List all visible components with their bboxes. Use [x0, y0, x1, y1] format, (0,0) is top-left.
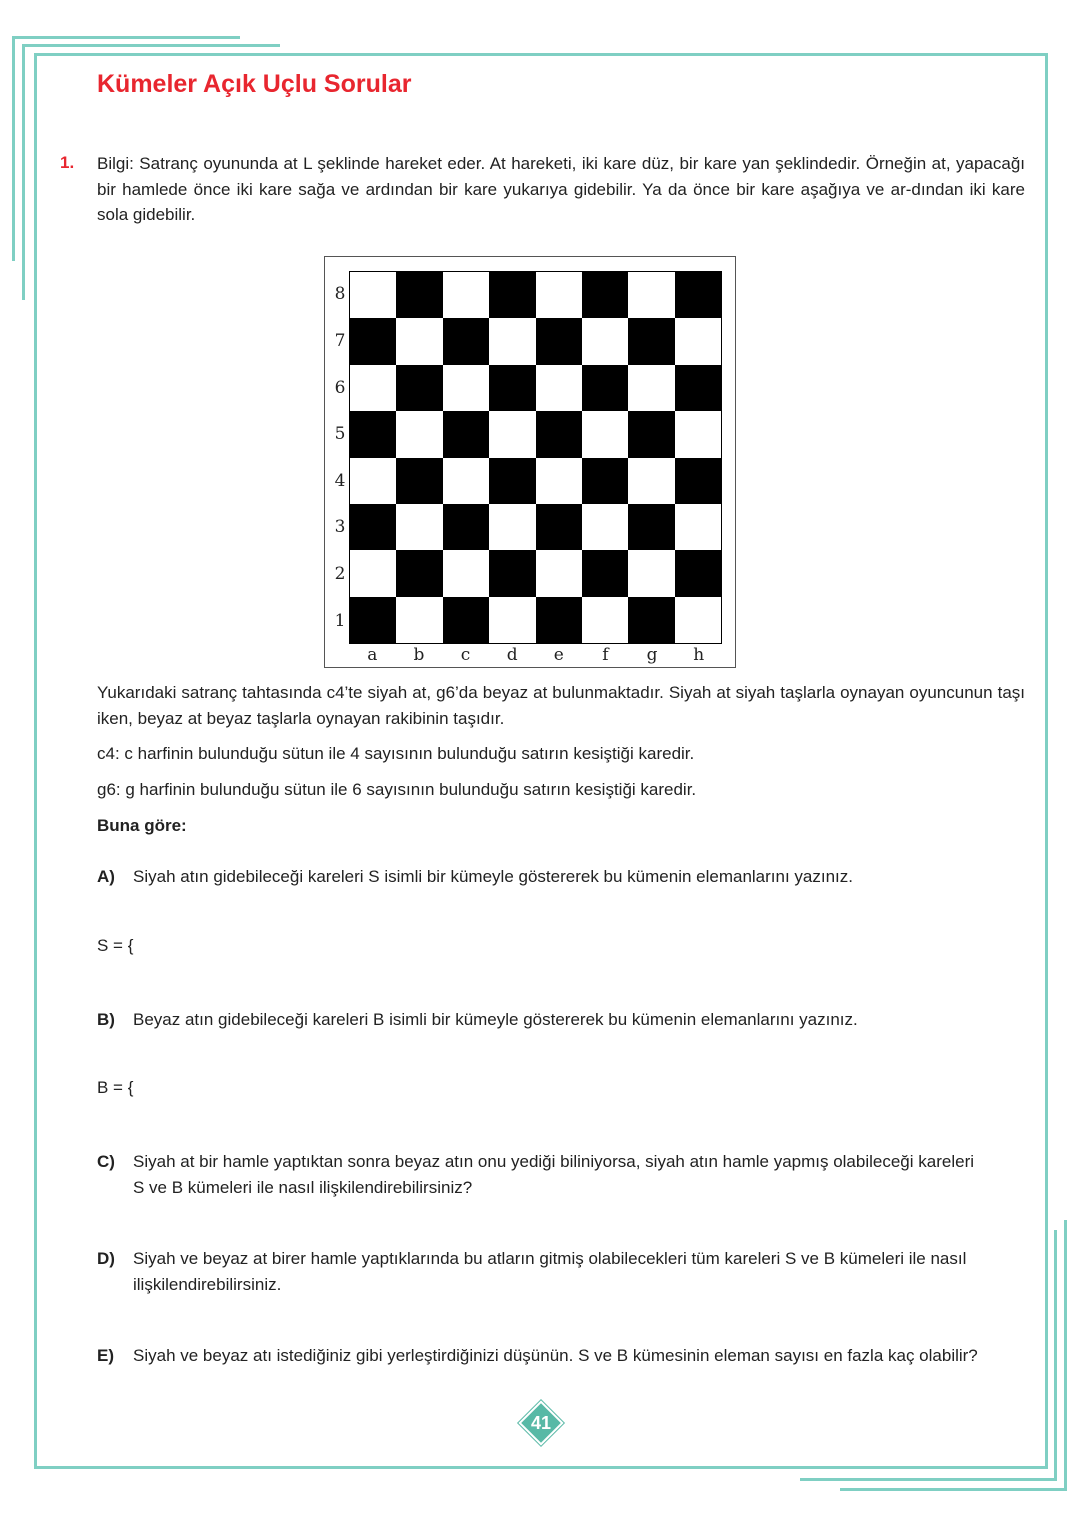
frame-line — [1054, 1230, 1057, 1481]
board-square-d3 — [489, 504, 535, 550]
board-square-f1 — [582, 597, 628, 643]
frame-line — [1045, 53, 1048, 1469]
board-square-a4 — [350, 458, 396, 504]
board-square-a2 — [350, 550, 396, 596]
board-square-c6 — [443, 365, 489, 411]
part-b-text: Beyaz atın gidebileceği kareleri B isimli bir kümeyle göstererek bu kümenin elemanlarını yazınız. — [133, 1010, 858, 1029]
board-square-h5 — [675, 411, 721, 457]
board-square-d4 — [489, 458, 535, 504]
board-square-b6 — [396, 365, 442, 411]
page-number: 41 — [530, 1412, 552, 1433]
answer-b: B = { — [97, 1078, 134, 1097]
board-square-g3 — [628, 504, 674, 550]
board-square-c7 — [443, 318, 489, 364]
part-a — [97, 864, 1025, 890]
board-square-g6 — [628, 365, 674, 411]
frame-line — [1064, 1220, 1067, 1491]
board-square-a7 — [350, 318, 396, 364]
board-square-c8 — [443, 272, 489, 318]
board-square-e3 — [536, 504, 582, 550]
answer-s: S = { — [97, 936, 134, 955]
board-square-c2 — [443, 550, 489, 596]
board-square-c5 — [443, 411, 489, 457]
part-b-letter: B) — [97, 1010, 115, 1029]
board-square-g7 — [628, 318, 674, 364]
board-description: Yukarıdaki satranç tahtasında c4’te siyah at, g6’da beyaz at bulunmaktadır. Siyah at siyah taşlarla oynayan oyuncunun taşı iken, beyaz at beyaz taşlarla oynayan rakibinin taşıdır. — [97, 683, 1025, 728]
file-label: c — [460, 645, 471, 665]
rank-labels — [332, 271, 348, 644]
board-square-h6 — [675, 365, 721, 411]
board-square-e1 — [536, 597, 582, 643]
board-square-b8 — [396, 272, 442, 318]
board-square-h8 — [675, 272, 721, 318]
part-a-letter: A) — [97, 867, 115, 886]
board-square-f7 — [582, 318, 628, 364]
board-square-b4 — [396, 458, 442, 504]
file-label: a — [367, 645, 378, 665]
board-square-d5 — [489, 411, 535, 457]
board-square-b3 — [396, 504, 442, 550]
frame-line — [800, 1478, 1057, 1481]
board-square-d8 — [489, 272, 535, 318]
frame-line — [12, 36, 15, 261]
file-label: h — [693, 645, 705, 665]
frame-line — [22, 44, 280, 47]
board-square-f6 — [582, 365, 628, 411]
board-square-a3 — [350, 504, 396, 550]
rank-label: 5 — [334, 424, 346, 445]
board-square-e2 — [536, 550, 582, 596]
part-d — [97, 1246, 1025, 1297]
part-d-text-cont: ilişkilendirebilirsiniz. — [133, 1274, 282, 1294]
board-square-e6 — [536, 365, 582, 411]
frame-line — [22, 44, 25, 300]
rank-label: 4 — [334, 470, 346, 491]
part-b — [97, 1007, 1025, 1033]
board-square-e4 — [536, 458, 582, 504]
board-square-h4 — [675, 458, 721, 504]
board-square-h2 — [675, 550, 721, 596]
definition-g6: g6: g harfinin bulunduğu sütun ile 6 sayısının bulunduğu satırın kesiştiği karedir. — [97, 780, 697, 799]
chess-board-figure — [324, 256, 736, 668]
part-d-letter: D) — [97, 1249, 115, 1268]
part-d-text: Siyah ve beyaz at birer hamle yaptıklarında bu atların gitmiş olabilecekleri tüm kareleri S ve B kümeleri ile nasıl — [133, 1249, 967, 1268]
board-square-c1 — [443, 597, 489, 643]
page-title: Kümeler Açık Uçlu Sorular — [97, 70, 412, 98]
board-square-b2 — [396, 550, 442, 596]
board-square-f4 — [582, 458, 628, 504]
frame-line — [34, 53, 37, 1469]
buna-gore-label: Buna göre: — [97, 816, 187, 835]
chess-board — [349, 271, 722, 644]
file-label: f — [602, 645, 609, 665]
part-c-text: Siyah at bir hamle yaptıktan sonra beyaz atın onu yediği biliniyorsa, siyah atın hamle yapmış olabileceği kareleri — [133, 1152, 975, 1171]
part-e — [97, 1343, 1025, 1369]
part-c — [97, 1149, 1025, 1200]
board-square-a6 — [350, 365, 396, 411]
board-square-h7 — [675, 318, 721, 364]
rank-label: 1 — [334, 610, 346, 631]
page-number-badge — [521, 1403, 561, 1443]
board-square-f5 — [582, 411, 628, 457]
rank-label: 7 — [334, 330, 346, 351]
board-square-g4 — [628, 458, 674, 504]
board-square-g1 — [628, 597, 674, 643]
board-square-b1 — [396, 597, 442, 643]
board-square-g8 — [628, 272, 674, 318]
rank-label: 2 — [334, 564, 346, 585]
board-square-f2 — [582, 550, 628, 596]
board-square-e5 — [536, 411, 582, 457]
part-c-letter: C) — [97, 1152, 115, 1171]
board-square-a1 — [350, 597, 396, 643]
file-label: d — [506, 645, 518, 665]
frame-line — [12, 36, 240, 39]
board-square-b5 — [396, 411, 442, 457]
part-e-letter: E) — [97, 1346, 114, 1365]
rank-label: 8 — [334, 284, 346, 305]
definition-c4: c4: c harfinin bulunduğu sütun ile 4 sayısının bulunduğu satırın kesiştiği karedir. — [97, 744, 695, 763]
board-square-f3 — [582, 504, 628, 550]
file-label: e — [553, 645, 564, 665]
board-square-b7 — [396, 318, 442, 364]
board-square-a8 — [350, 272, 396, 318]
board-square-e7 — [536, 318, 582, 364]
file-labels — [349, 644, 722, 666]
file-label: g — [646, 645, 658, 665]
file-label: b — [413, 645, 425, 665]
board-square-d2 — [489, 550, 535, 596]
board-square-e8 — [536, 272, 582, 318]
board-square-h3 — [675, 504, 721, 550]
board-square-c3 — [443, 504, 489, 550]
board-square-a5 — [350, 411, 396, 457]
board-square-d7 — [489, 318, 535, 364]
board-square-g2 — [628, 550, 674, 596]
part-a-text: Siyah atın gidebileceği kareleri S isimli bir kümeyle göstererek bu kümenin elemanlarını yazınız. — [133, 867, 854, 886]
frame-line — [34, 53, 1048, 56]
question-intro: Bilgi: Satranç oyununda at L şeklinde hareket eder. At hareketi, iki kare düz, bir kare yan şeklindedir. Örneğin at, yapacağı bir hamlede önce iki kare sağa ve ardından bir kare yukarıya gidebilir. Ya da önce bir kare aşağıya ve ar-dından iki kare sola gidebilir. — [97, 154, 1025, 224]
board-square-c4 — [443, 458, 489, 504]
board-square-f8 — [582, 272, 628, 318]
frame-line — [34, 1466, 1048, 1469]
board-square-d1 — [489, 597, 535, 643]
board-square-d6 — [489, 365, 535, 411]
part-c-text-cont: S ve B kümeleri ile nasıl ilişkilendirebilirsiniz? — [133, 1177, 473, 1197]
rank-label: 3 — [334, 517, 346, 538]
board-square-h1 — [675, 597, 721, 643]
frame-line — [840, 1488, 1067, 1491]
question-number: 1. — [60, 153, 75, 172]
part-e-text: Siyah ve beyaz atı istediğiniz gibi yerleştirdiğinizi düşünün. S ve B kümesinin eleman sayısı en fazla kaç olabilir? — [133, 1346, 978, 1365]
board-square-g5 — [628, 411, 674, 457]
rank-label: 6 — [334, 377, 346, 398]
